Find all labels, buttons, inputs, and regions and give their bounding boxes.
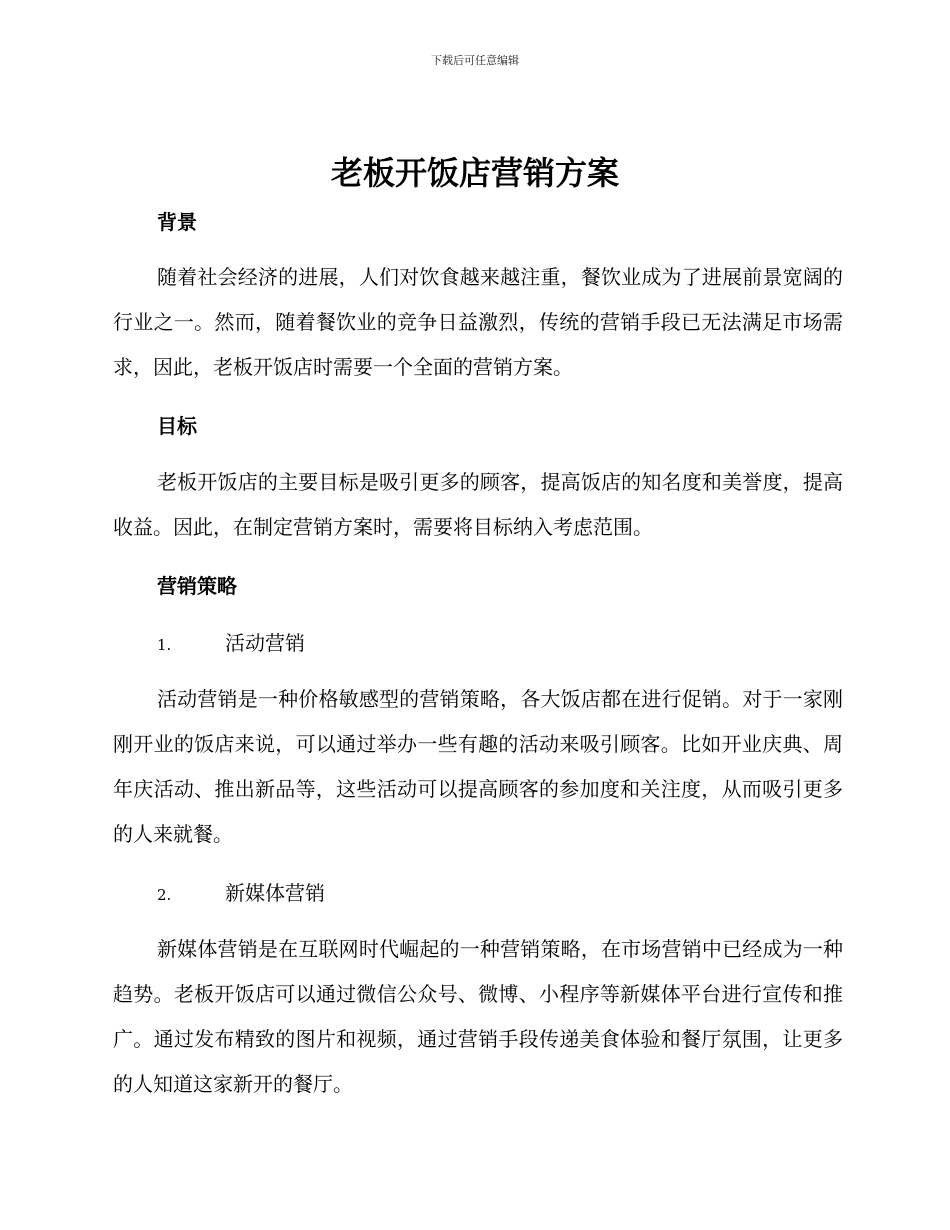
list-item-activity-marketing [157,628,305,660]
list-item-label: 活动营销 [225,631,305,655]
paragraph-goal: 老板开饭店的主要目标是吸引更多的顾客，提高饭店的知名度和美誉度，提高收益。因此，在制定营销方案时，需要将目标纳入考虑范围。 [113,470,843,539]
list-number: 1. [157,636,172,654]
paragraph-new-media-marketing: 新媒体营销是在互联网时代崛起的一种营销策略，在市场营销中已经成为一种趋势。老板开饭店可以通过微信公众号、微博、小程序等新媒体平台进行宣传和推广。通过发布精致的图片和视频，通过营销手段传递美食体验和餐厅氛围，让更多的人知道这家新开的餐厅。 [113,937,843,1096]
list-item-new-media-marketing [157,878,325,910]
section-heading-goal: 目标 [157,414,197,438]
list-number: 2. [157,886,172,904]
paragraph-activity-marketing: 活动营销是一种价格敏感型的营销策略，各大饭店都在进行促销。对于一家刚刚开业的饭店来说，可以通过举办一些有趣的活动来吸引顾客。比如开业庆典、周年庆活动、推出新品等，这些活动可以提高顾客的参加度和关注度，从而吸引更多的人来就餐。 [113,687,843,846]
document-title: 老板开饭店营销方案 [330,154,619,192]
paragraph-background: 随着社会经济的进展，人们对饮食越来越注重，餐饮业成为了进展前景宽阔的行业之一。然而，随着餐饮业的竞争日益激烈，传统的营销手段已无法满足市场需求，因此，老板开饭店时需要一个全面的营销方案。 [113,265,843,379]
section-heading-background: 背景 [157,210,197,234]
list-item-label: 新媒体营销 [225,881,325,905]
section-heading-strategy: 营销策略 [157,574,237,598]
page-header-note: 下载后可任意编辑 [431,54,519,67]
